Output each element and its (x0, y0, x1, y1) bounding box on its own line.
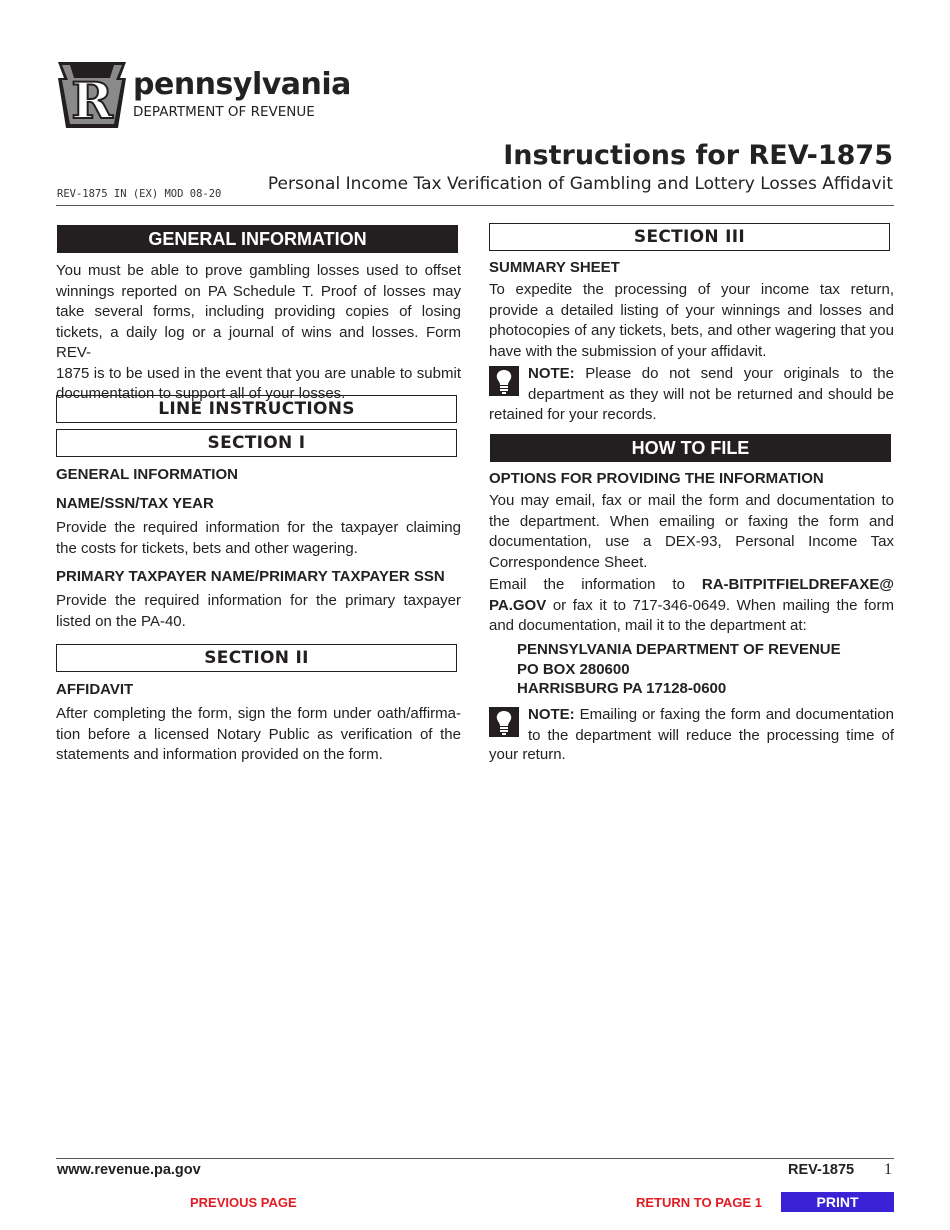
section-3-heading: SECTION III (489, 223, 890, 251)
options-text: You may email, fax or mail the form and documentation to the department. When emailing or faxing the form and documentation, use a DEX-93, Personal Income Tax Correspondence Sheet. (489, 492, 894, 571)
footer-website: www.revenue.pa.gov (57, 1162, 201, 1178)
general-information-heading: GENERAL INFORMATION (57, 225, 458, 253)
options-heading: OPTIONS FOR PROVIDING THE INFORMATION (489, 470, 824, 487)
footer-form-number: REV-1875 (788, 1162, 855, 1178)
line-instructions-heading: LINE INSTRUCTIONS (56, 395, 457, 423)
general-information-text: You must be able to prove gambling losses used to offset winnings reported on PA Schedule T. Proof of losses may take several forms, including providing copies of losing tickets, a daily log or a journal of wins and losses. Form REV- 1875 is to be used in the event that you are unable to submit documentation to support all of your losses. (56, 262, 461, 402)
lightbulb-icon (489, 707, 519, 737)
email-instructions: Email the information to RA-BITPITFIELDREFAXE@ PA.GOV or fax it to 717-346-0649. When mailing the form and documentation, mail it to the department at: (489, 576, 894, 634)
affidavit-heading: AFFIDAVIT (56, 681, 134, 698)
page-title: Instructions for REV-1875 (503, 140, 893, 171)
form-code: REV-1875 IN (EX) MOD 08-20 (57, 188, 222, 200)
name-ssn-tax-year-heading: NAME/SSN/TAX YEAR (56, 495, 214, 512)
header-divider (56, 205, 894, 206)
lightbulb-icon (489, 366, 519, 396)
return-to-page-1-link[interactable]: RETURN TO PAGE 1 (636, 1195, 762, 1210)
email-address[interactable]: RA-BITPITFIELDREFAXE@ (701, 576, 894, 593)
section-1-general-information: GENERAL INFORMATION (56, 466, 238, 483)
page-number: 1 (884, 1161, 892, 1178)
print-button[interactable]: PRINT (781, 1192, 894, 1212)
footer-divider (56, 1158, 894, 1159)
note-originals-cont: retained for your records. (489, 406, 657, 423)
note-originals: NOTE: Please do not send your originals to the department as they will not be returned and should be (528, 365, 894, 403)
summary-sheet-text: To expedite the processing of your income tax return, provide a detailed listing of your winnings and losses and photocopies of any tickets, bets, and other wagering that you have with the submission of your affidavit. (489, 281, 894, 360)
summary-sheet-heading: SUMMARY SHEET (489, 259, 620, 276)
section-2-heading: SECTION II (56, 644, 457, 672)
previous-page-link[interactable]: PREVIOUS PAGE (190, 1195, 297, 1210)
brand-name: pennsylvania (133, 67, 351, 102)
brand-department: DEPARTMENT OF REVENUE (133, 104, 315, 120)
note-emailing: NOTE: Emailing or faxing the form and documentation to the department will reduce the processing time of (528, 706, 894, 744)
affidavit-text: After completing the form, sign the form under oath/affirma- tion before a licensed Notary Public as verification of the statements and information provided on the form. (56, 705, 461, 763)
name-ssn-tax-year-text: Provide the required information for the taxpayer claiming the costs for tickets, bets and other wagering. (56, 519, 461, 557)
note-emailing-cont: your return. (489, 746, 566, 763)
brand (133, 68, 351, 120)
logo-letter: R (71, 71, 113, 130)
primary-taxpayer-text: Provide the required information for the primary taxpayer listed on the PA-40. (56, 592, 461, 630)
how-to-file-heading: HOW TO FILE (490, 434, 891, 462)
primary-taxpayer-heading: PRIMARY TAXPAYER NAME/PRIMARY TAXPAYER SSN (56, 568, 445, 585)
section-1-heading: SECTION I (56, 429, 457, 457)
mailing-address: PENNSYLVANIA DEPARTMENT OF REVENUE PO BOX 280600 HARRISBURG PA 17128-0600 (517, 641, 841, 697)
page-subtitle: Personal Income Tax Verification of Gambling and Lottery Losses Affidavit (267, 174, 893, 194)
